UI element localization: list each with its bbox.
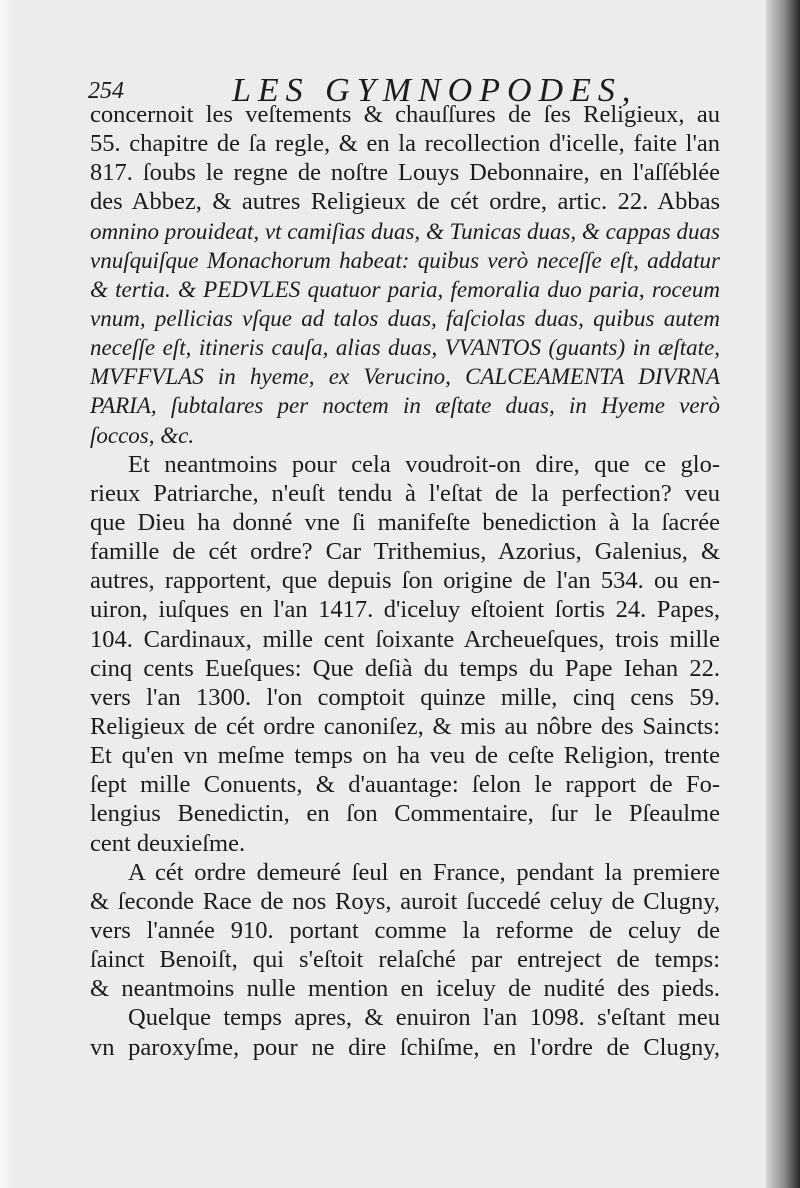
page-left-margin [0, 0, 14, 1188]
text-line: des Abbez, & autres Religieux de cét ordre, artic. 22. Abbas [90, 188, 720, 216]
text-line: vn paroxyſme, pour ne dire ſchiſme, en l'ordre de Clugny, [90, 1033, 720, 1061]
text-line: Et neantmoins pour cela voudroit-on dire, que ce glo- [128, 450, 720, 478]
latin-quote-line: ſoccos, &c. [90, 422, 195, 448]
text-line: rieux Patriarche, n'euſt tendu à l'eſtat de la perfection? veu [90, 479, 720, 507]
text-line: lengius Benedictin, en ſon Commentaire, ſur le Pſeaulme [90, 800, 720, 828]
latin-quote-line: neceſſe eſt, itineris cauſa, alias duas, VVANTOS (guants) in æſtate, [90, 335, 720, 361]
text-line: Religieux de cét ordre canoniſez, & mis au nôbre des Saincts: [90, 712, 720, 740]
text-line: famille de cét ordre? Car Trithemius, Azorius, Galenius, & [90, 538, 720, 566]
latin-quote-line: vnuſquiſque Monachorum habeat: quibus verò neceſſe eſt, addatur [90, 247, 720, 273]
latin-quote-line: MVFFVLAS in hyeme, ex Verucino, CALCEAMENTA DIVRNA [90, 364, 720, 390]
text-line: A cét ordre demeuré ſeul en France, pendant la premiere [128, 858, 720, 886]
latin-quote-line: omnino prouideat, vt camiſias duas, & Tunicas duas, & cappas duas [90, 218, 720, 244]
text-line: concernoit les veſtements & chauſſures de ſes Religieux, au [90, 101, 720, 128]
text-line: & neantmoins nulle mention en iceluy de nudité des pieds. [90, 975, 720, 1003]
running-title: LES GYMNOPODES, [232, 72, 638, 109]
text-line: cent deuxieſme. [90, 829, 246, 857]
body-text [90, 100, 720, 1062]
text-line: autres, rapportent, que depuis ſon origine de l'an 534. ou en- [90, 567, 720, 595]
text-line: vers l'année 910. portant comme la reforme de celuy de [90, 916, 720, 944]
text-line: 104. Cardinaux, mille cent ſoixante Archeueſques, trois mille [90, 625, 720, 653]
latin-quote-line: vnum, pellicias vſque ad talos duas, faſciolas duas, quibus autem [90, 305, 720, 331]
text-line: cinq cents Eueſques: Que deſià du temps du Pape Iehan 22. [90, 654, 720, 682]
text-line: 817. ſoubs le regne de noſtre Louys Debonnaire, en l'aſſéblée [90, 159, 720, 187]
page-binding-shadow [766, 0, 800, 1188]
text-line: Et qu'en vn meſme temps on ha veu de ceſte Religion, trente [90, 742, 720, 770]
text-line: ſainct Benoiſt, qui s'eſtoit relaſché par entreject de temps: [90, 946, 720, 974]
text-line: 55. chapitre de ſa regle, & en la recollection d'icelle, faite l'an [90, 130, 720, 158]
latin-quote-line: & tertia. & PEDVLES quatuor paria, femoralia duo paria, roceum [90, 276, 720, 302]
latin-quote-line: PARIA, ſubtalares per noctem in æſtate duas, in Hyeme verò [90, 393, 720, 419]
text-line: Quelque temps apres, & enuiron l'an 1098. s'eſtant meu [128, 1004, 720, 1032]
text-line: ſept mille Conuents, & d'auantage: ſelon le rapport de Fo- [90, 771, 720, 799]
text-line: que Dieu ha donné vne ſi manifeſte benediction à la ſacrée [90, 508, 720, 536]
text-line: vers l'an 1300. l'on comptoit quinze mille, cinq cens 59. [90, 683, 720, 711]
text-line: & ſeconde Race de nos Roys, auroit ſuccedé celuy de Clugny, [90, 887, 720, 915]
page-number: 254 [88, 78, 124, 104]
text-line: uiron, iuſques en l'an 1417. d'iceluy eſtoient ſortis 24. Papes, [90, 596, 720, 624]
